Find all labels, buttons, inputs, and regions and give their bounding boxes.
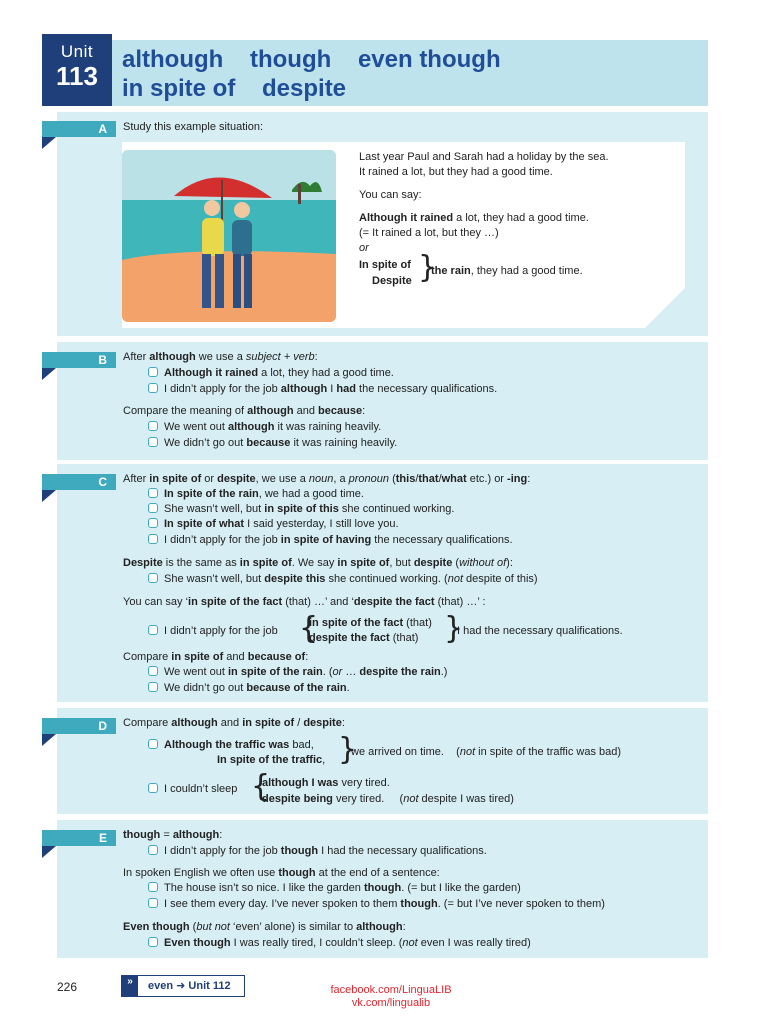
example-line-8: Despite [372, 275, 412, 287]
c-line-5: I didn’t apply for the job in spite of having the necessary qualifications. [148, 533, 513, 547]
c-line-1: After in spite of or despite, we use a noun, a pronoun (this/that/what etc.) or -ing: [123, 473, 531, 485]
d-line-5: I couldn’t sleep [148, 782, 237, 796]
title-line-1: although though even though [122, 46, 501, 73]
d-line-6: although I was very tired. [262, 777, 390, 789]
e-line-1: though = although: [123, 829, 223, 841]
c-line-9: I didn’t apply for the job [148, 624, 278, 638]
d-line-4: we arrived on time. (not in spite of the traffic was bad) [351, 746, 622, 758]
b-line-3: I didn’t apply for the job although I had the necessary qualifications. [148, 382, 497, 396]
example-line-6: or [359, 242, 369, 254]
section-e-tab: E [42, 830, 116, 846]
double-arrow-icon: » [122, 976, 138, 996]
e-line-5: I see them every day. I’ve never spoken to them though. (= but I’ve never spoken to them) [148, 897, 605, 911]
c-line-15: We didn’t go out because of the rain. [148, 681, 350, 695]
bullet-icon [148, 937, 158, 947]
section-a-tab: A [42, 121, 116, 137]
bullet-icon [148, 666, 158, 676]
e-line-2: I didn’t apply for the job though I had the necessary qualifications. [148, 844, 487, 858]
e-line-6: Even though (but not ‘even’ alone) is similar to although: [123, 921, 406, 933]
example-line-2: It rained a lot, but they had a good time. [359, 166, 553, 178]
bullet-icon [148, 503, 158, 513]
section-a-corner [42, 137, 56, 149]
c-line-13: Compare in spite of and because of: [123, 651, 309, 663]
b-line-5: We went out although it was raining heavily. [148, 420, 381, 434]
bullet-icon [148, 534, 158, 544]
e-line-4: The house isn’t so nice. I like the garden though. (= but I like the garden) [148, 881, 521, 895]
b-line-1: After although we use a subject + verb: [123, 351, 318, 363]
brace: } [418, 250, 438, 285]
brace: { [251, 769, 271, 804]
c-line-8: You can say ‘in spite of the fact (that) …’ and ‘despite the fact (that) …’ : [123, 596, 486, 608]
section-b-tab: B [42, 352, 116, 368]
section-c-tab: C [42, 474, 116, 490]
brace: } [444, 611, 464, 646]
section-d-tab: D [42, 718, 116, 734]
d-line-1: Compare although and in spite of / despite: [123, 717, 345, 729]
example-line-4: Although it rained a lot, they had a good time. [359, 212, 589, 224]
bullet-icon [148, 845, 158, 855]
bullet-icon [148, 367, 158, 377]
c-line-3: She wasn’t well, but in spite of this she continued working. [148, 502, 454, 516]
b-line-2: Although it rained a lot, they had a good time. [148, 366, 394, 380]
bullet-icon [148, 437, 158, 447]
bullet-icon [148, 898, 158, 908]
bullet-icon [148, 421, 158, 431]
bullet-icon [148, 682, 158, 692]
bullet-icon [148, 625, 158, 635]
bullet-icon [148, 488, 158, 498]
e-line-7: Even though I was really tired, I couldn’t sleep. (not even I was really tired) [148, 936, 531, 950]
d-line-7: despite being very tired. (not despite I was tired) [262, 793, 514, 805]
d-line-2: Although the traffic was bad, [148, 738, 314, 752]
unit-number: 113 [56, 61, 98, 91]
c-line-6: Despite is the same as in spite of. We say in spite of, but despite (without of): [123, 557, 513, 569]
example-line-3: You can say: [359, 189, 422, 201]
c-line-4: In spite of what I said yesterday, I still love you. [148, 517, 399, 531]
brace: { [299, 611, 319, 646]
b-line-4: Compare the meaning of although and because: [123, 405, 366, 417]
watermark-line-2: vk.com/lingualib [351, 997, 431, 1009]
e-line-3: In spoken English we often use though at the end of a sentence: [123, 867, 440, 879]
example-line-1: Last year Paul and Sarah had a holiday by the sea. [359, 151, 609, 163]
c-line-2: In spite of the rain, we had a good time. [148, 487, 364, 501]
c-line-12: I had the necessary qualifications. [457, 625, 623, 637]
unit-word: Unit [60, 42, 94, 61]
example-line-7: In spite of [359, 259, 411, 271]
page-number: 226 [57, 980, 78, 994]
example-line-9: the rain, they had a good time. [431, 265, 583, 277]
title-band [112, 40, 708, 106]
unit-reference-label: even ➜ Unit 112 [148, 980, 231, 992]
c-line-10: in spite of the fact (that) [309, 617, 432, 629]
d-line-3: In spite of the traffic, [217, 754, 326, 766]
example-line-5: (= It rained a lot, but they …) [359, 227, 499, 239]
section-b-corner [42, 368, 56, 380]
watermark-line-1: facebook.com/LinguaLIB [330, 984, 452, 996]
section-d-corner [42, 734, 56, 746]
section-a-intro: Study this example situation: [123, 121, 264, 133]
b-line-6: We didn’t go out because it was raining heavily. [148, 436, 397, 450]
example-card [122, 142, 685, 328]
bullet-icon [148, 518, 158, 528]
holiday-illustration [122, 150, 336, 322]
title-line-2: in spite of despite [122, 75, 347, 102]
bullet-icon [148, 573, 158, 583]
c-line-11: despite the fact (that) [309, 632, 419, 644]
bullet-icon [148, 383, 158, 393]
section-c-corner [42, 490, 56, 502]
brace: } [338, 732, 358, 767]
bullet-icon [148, 783, 158, 793]
bullet-icon [148, 882, 158, 892]
unit-badge [42, 34, 112, 106]
c-line-7: She wasn’t well, but despite this she continued working. (not despite of this) [148, 572, 538, 586]
c-line-14: We went out in spite of the rain. (or … despite the rain.) [148, 665, 447, 679]
unit-reference-link[interactable] [121, 975, 245, 997]
bullet-icon [148, 739, 158, 749]
section-e-corner [42, 846, 56, 858]
